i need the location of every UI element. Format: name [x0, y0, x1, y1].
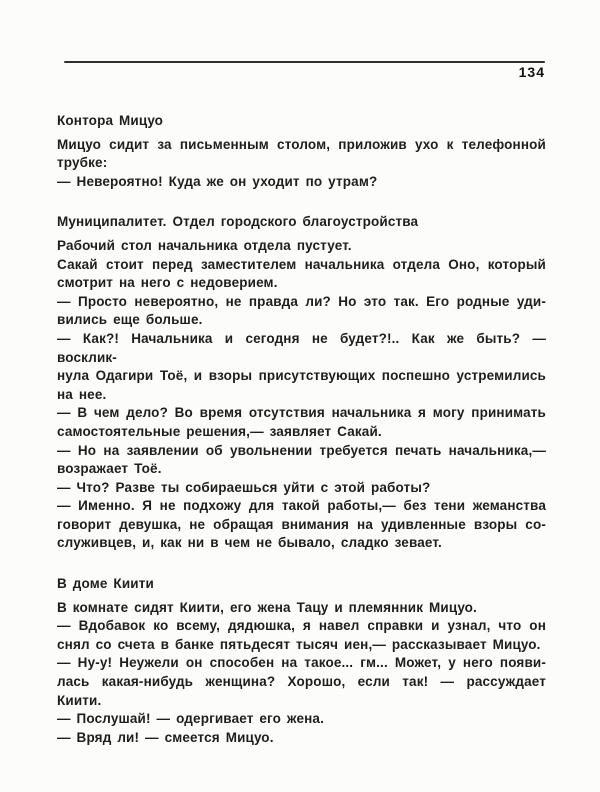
page-number: 134 [518, 64, 545, 80]
text-line: — Послушай! — одергивает его жена. [57, 711, 324, 727]
paragraph [57, 617, 546, 654]
scene-heading [57, 575, 546, 594]
paragraph [57, 404, 546, 441]
paragraph [57, 256, 546, 293]
scene-heading [57, 112, 546, 131]
text-line: служивцев, и, как ни в чем не бывало, сладко зевает. [57, 535, 442, 551]
paragraph [57, 173, 546, 192]
paragraph [57, 293, 546, 330]
paragraph [57, 654, 546, 710]
paragraph [57, 599, 546, 618]
text-line: нула Одагири Тоё, и взоры присутствующих поспешно устремились [57, 368, 546, 384]
text-line: Киити. [57, 692, 102, 708]
paragraph [57, 479, 546, 498]
paragraph [57, 237, 546, 256]
text-line: лась какая-нибудь женщина? Хорошо, если так! — рассуждает [57, 674, 546, 690]
text-line: — Невероятно! Куда же он уходит по утрам? [57, 173, 378, 189]
text-line: вились еще больше. [57, 312, 203, 328]
text-line: — Ну-у! Неужели он способен на такое... гм... Может, у него появи- [57, 655, 546, 671]
text-line: на нее. [57, 386, 107, 402]
text-line: смотрит на него с недоверием. [57, 275, 278, 291]
text-line: возражает Тоё. [57, 461, 162, 477]
text-line: Сакай стоит перед заместителем начальника отдела Оно, который [57, 256, 546, 272]
text-line: говорит девушка, не обращая внимания на удивленные взоры со- [57, 516, 546, 532]
header-rule [64, 61, 545, 63]
text-line: — В чем дело? Во время отсутствия начальника я могу принимать [57, 405, 546, 421]
paragraph [57, 136, 546, 173]
text-line: самостоятельные решения,— заявляет Сакай. [57, 423, 382, 439]
text-line: Контора Мицуо [57, 113, 164, 128]
paragraph [57, 330, 546, 404]
text-line: Муниципалитет. Отдел городского благоустройства [57, 214, 419, 230]
scene-heading [57, 213, 546, 232]
paragraph [57, 442, 546, 479]
text-line: — Именно. Я не подхожу для такой работы,— без тени жеманства [57, 498, 546, 514]
text-line: Рабочий стол начальника отдела пустует. [57, 237, 352, 253]
paragraph [57, 710, 546, 729]
page-text [57, 112, 546, 747]
text-line: — Просто невероятно, не правда ли? Но это так. Его родные уди- [57, 293, 546, 309]
text-line: В комнате сидят Киити, его жена Тацу и племянник Мицуо. [57, 599, 477, 615]
text-line: — Но на заявлении об увольнении требуется печать начальника,— [57, 442, 546, 458]
paragraph [57, 497, 546, 553]
text-line: трубке: [57, 155, 108, 171]
text-line: — Вряд ли! — смеется Мицуо. [57, 729, 274, 745]
text-line: Мицуо сидит за письменным столом, приложив ухо к телефонной [57, 136, 546, 152]
text-line: — Как?! Начальника и сегодня не будет?!.. Как же быть? — восклик- [57, 330, 546, 365]
text-line: снял со счета в банке пятьдесят тысяч иен,— рассказывает Мицуо. [57, 636, 541, 652]
text-line: — Вдобавок ко всему, дядюшка, я навел справки и узнал, что он [57, 618, 546, 634]
text-line: В доме Киити [57, 576, 154, 592]
text-line: — Что? Разве ты собираешься уйти с этой работы? [57, 479, 431, 495]
paragraph [57, 729, 546, 748]
